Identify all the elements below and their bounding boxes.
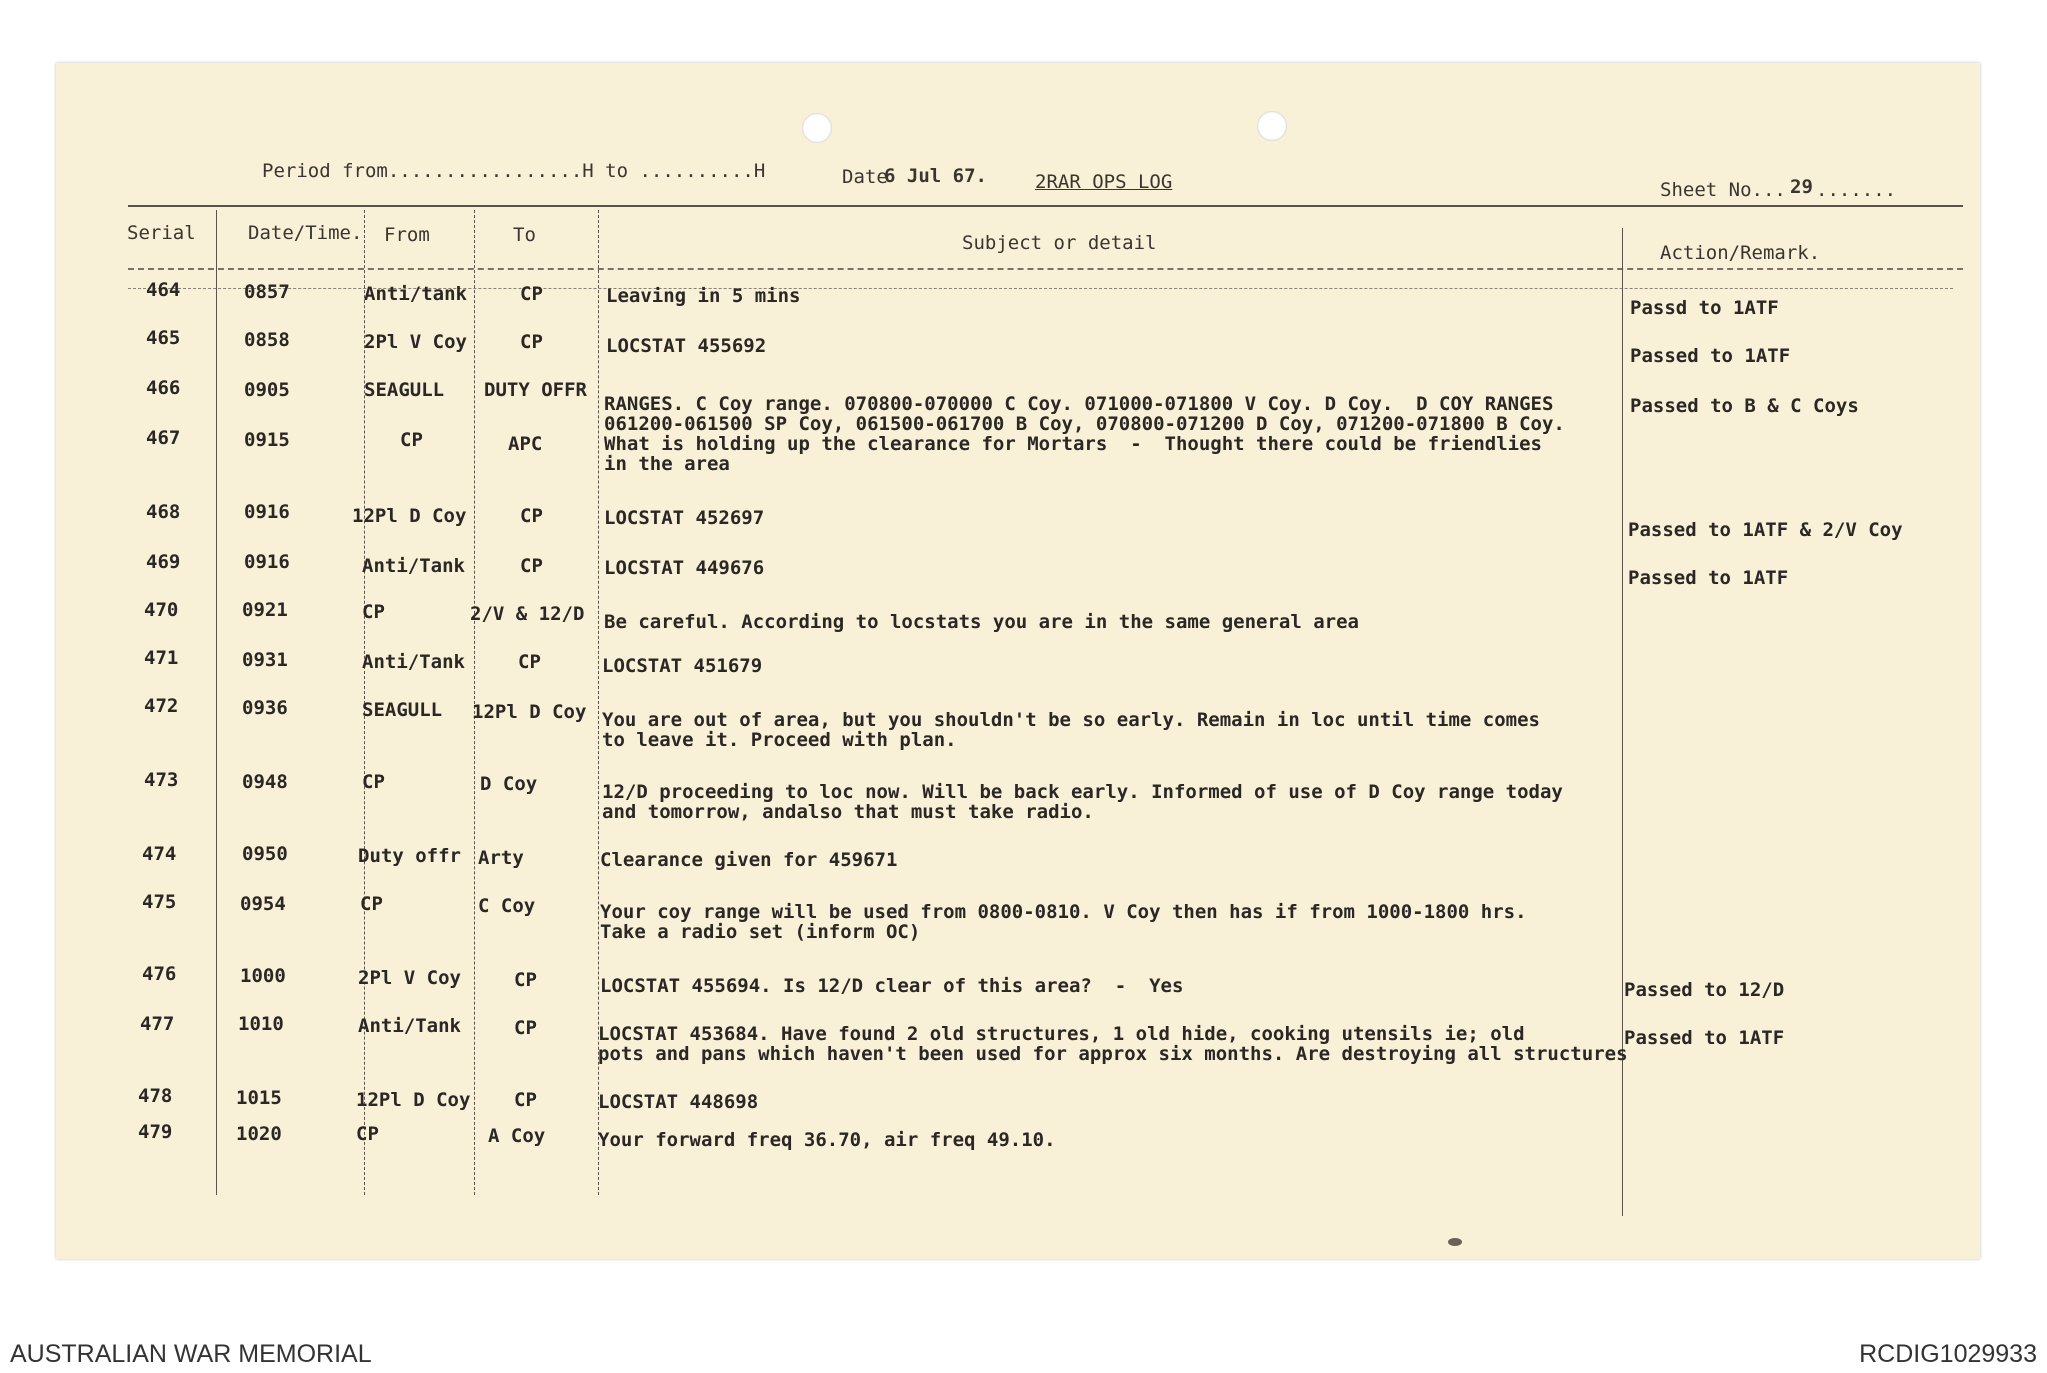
row-469-to: CP bbox=[520, 555, 543, 577]
row-467-time: 0915 bbox=[244, 429, 290, 451]
row-472-serial: 472 bbox=[144, 695, 179, 717]
row-476-serial: 476 bbox=[142, 963, 177, 985]
footer-source: AUSTRALIAN WAR MEMORIAL bbox=[10, 1340, 372, 1368]
row-465-from: 2Pl V Coy bbox=[364, 331, 467, 353]
row-477-time: 1010 bbox=[238, 1013, 284, 1035]
row-476-detail: LOCSTAT 455694. Is 12/D clear of this area? - Yes bbox=[600, 975, 1184, 997]
row-469-detail: LOCSTAT 449676 bbox=[604, 557, 765, 579]
row-476-action: Passed to 12/D bbox=[1624, 979, 1785, 1001]
row-464-detail: Leaving in 5 mins bbox=[606, 285, 801, 307]
col-rule-action bbox=[1622, 228, 1623, 1216]
row-471-time: 0931 bbox=[242, 649, 288, 671]
row-476-time: 1000 bbox=[240, 965, 286, 987]
row-472-to: 12Pl D Coy bbox=[472, 701, 587, 723]
row-470-from: CP bbox=[362, 601, 385, 623]
sheet-label: Sheet No... bbox=[1660, 179, 1786, 201]
row-468-time: 0916 bbox=[244, 501, 290, 523]
row-470-to: 2/V & 12/D bbox=[470, 603, 585, 625]
sheet-value: 29 bbox=[1790, 176, 1813, 198]
ink-mark bbox=[1448, 1238, 1462, 1246]
row-472-detail: You are out of area, but you shouldn't be so early. Remain in loc until time comes to leave it. Proceed with plan. bbox=[602, 709, 1540, 751]
date-label: Date bbox=[842, 166, 888, 188]
row-478-time: 1015 bbox=[236, 1087, 282, 1109]
row-468-serial: 468 bbox=[146, 501, 181, 523]
row-466-from: SEAGULL bbox=[364, 379, 445, 401]
row-473-to: D Coy bbox=[480, 773, 538, 795]
row-464-time: 0857 bbox=[244, 281, 290, 303]
row-468-detail: LOCSTAT 452697 bbox=[604, 507, 765, 529]
row-476-from: 2Pl V Coy bbox=[358, 967, 461, 989]
row-469-time: 0916 bbox=[244, 551, 290, 573]
row-475-time: 0954 bbox=[240, 893, 286, 915]
row-466-detail: RANGES. C Coy range. 070800-070000 C Coy. 071000-071800 V Coy. D Coy. D COY RANGES 061200-061500 SP Coy, 061500-061700 B Coy, 070800-071200 D Coy, 071200-071800 B Coy. bbox=[604, 393, 1565, 435]
row-465-detail: LOCSTAT 455692 bbox=[606, 335, 767, 357]
row-473-from: CP bbox=[362, 771, 385, 793]
row-466-action: Passed to B & C Coys bbox=[1630, 395, 1859, 417]
row-474-detail: Clearance given for 459671 bbox=[600, 849, 898, 871]
punch-hole-right bbox=[1257, 111, 1287, 141]
row-479-serial: 479 bbox=[138, 1121, 173, 1143]
punch-hole-left bbox=[802, 113, 832, 143]
col-header-from: From bbox=[384, 224, 430, 246]
row-465-time: 0858 bbox=[244, 329, 290, 351]
row-467-detail: What is holding up the clearance for Mortars - Thought there could be friendlies in the area bbox=[604, 433, 1542, 475]
row-479-detail: Your forward freq 36.70, air freq 49.10. bbox=[598, 1129, 1056, 1151]
row-470-time: 0921 bbox=[242, 599, 288, 621]
row-472-from: SEAGULL bbox=[362, 699, 443, 721]
row-471-from: Anti/Tank bbox=[362, 651, 465, 673]
row-469-action: Passed to 1ATF bbox=[1628, 567, 1789, 589]
col-header-datetime: Date/Time. bbox=[248, 222, 363, 244]
row-465-to: CP bbox=[520, 331, 543, 353]
row-477-serial: 477 bbox=[140, 1013, 175, 1035]
row-477-detail: LOCSTAT 453684. Have found 2 old structures, 1 old hide, cooking utensils ie; old pots and pans which haven't been used for approx six months. Are destroying all structures bbox=[598, 1023, 1628, 1065]
footer-id: RCDIG1029933 bbox=[1859, 1340, 2037, 1368]
row-472-time: 0936 bbox=[242, 697, 288, 719]
row-473-detail: 12/D proceeding to loc now. Will be back early. Informed of use of D Coy range today and tomorrow, andalso that must take radio. bbox=[602, 781, 1563, 823]
row-471-detail: LOCSTAT 451679 bbox=[602, 655, 763, 677]
row-467-from: CP bbox=[400, 429, 423, 451]
row-470-detail: Be careful. According to locstats you are in the same general area bbox=[604, 611, 1359, 633]
row-471-to: CP bbox=[518, 651, 541, 673]
row-464-serial: 464 bbox=[146, 279, 181, 301]
row-479-from: CP bbox=[356, 1123, 379, 1145]
row-464-to: CP bbox=[520, 283, 543, 305]
row-470-serial: 470 bbox=[144, 599, 179, 621]
row-468-to: CP bbox=[520, 505, 543, 527]
row-465-action: Passed to 1ATF bbox=[1630, 345, 1791, 367]
row-477-to: CP bbox=[514, 1017, 537, 1039]
row-474-from: Duty offr bbox=[358, 845, 461, 867]
row-475-detail: Your coy range will be used from 0800-0810. V Coy then has if from 1000-1800 hrs. Take a radio set (inform OC) bbox=[600, 901, 1527, 943]
col-header-subject: Subject or detail bbox=[962, 232, 1157, 254]
row-473-serial: 473 bbox=[144, 769, 179, 791]
period-from-label: Period from.................H to ..........H bbox=[262, 160, 766, 182]
row-464-from: Anti/tank bbox=[364, 283, 467, 305]
header-bottom-rule bbox=[128, 268, 1963, 270]
row-466-time: 0905 bbox=[244, 379, 290, 401]
row-469-from: Anti/Tank bbox=[362, 555, 465, 577]
row-466-to: DUTY OFFR bbox=[484, 379, 587, 401]
row-466-serial: 466 bbox=[146, 377, 181, 399]
row-478-from: 12Pl D Coy bbox=[356, 1089, 471, 1111]
col-header-to: To bbox=[513, 224, 536, 246]
row-478-to: CP bbox=[514, 1089, 537, 1111]
row-473-time: 0948 bbox=[242, 771, 288, 793]
row-468-action: Passed to 1ATF & 2/V Coy bbox=[1628, 519, 1903, 541]
row-465-serial: 465 bbox=[146, 327, 181, 349]
sheet-dots: ....... bbox=[1816, 179, 1897, 201]
row-478-serial: 478 bbox=[138, 1085, 173, 1107]
row-475-serial: 475 bbox=[142, 891, 177, 913]
row-468-from: 12Pl D Coy bbox=[352, 505, 467, 527]
date-value: 6 Jul 67. bbox=[884, 165, 987, 187]
table-top-rule bbox=[128, 205, 1963, 207]
col-header-action: Action/Remark. bbox=[1660, 242, 1821, 264]
row-467-to: APC bbox=[508, 433, 543, 455]
row-479-time: 1020 bbox=[236, 1123, 282, 1145]
row-474-serial: 474 bbox=[142, 843, 177, 865]
row-478-detail: LOCSTAT 448698 bbox=[598, 1091, 759, 1113]
row-471-serial: 471 bbox=[144, 647, 179, 669]
row-474-time: 0950 bbox=[242, 843, 288, 865]
row-469-serial: 469 bbox=[146, 551, 181, 573]
col-header-serial: Serial bbox=[127, 222, 196, 244]
row-475-from: CP bbox=[360, 893, 383, 915]
row-479-to: A Coy bbox=[488, 1125, 546, 1147]
row-476-to: CP bbox=[514, 969, 537, 991]
row-477-from: Anti/Tank bbox=[358, 1015, 461, 1037]
col-rule-datetime bbox=[216, 210, 217, 1195]
row-477-action: Passed to 1ATF bbox=[1624, 1027, 1785, 1049]
row-464-action: Passd to 1ATF bbox=[1630, 297, 1779, 319]
row-467-serial: 467 bbox=[146, 427, 181, 449]
row-475-to: C Coy bbox=[478, 895, 536, 917]
row-474-to: Arty bbox=[478, 847, 524, 869]
log-title: 2RAR OPS LOG bbox=[1035, 171, 1173, 193]
